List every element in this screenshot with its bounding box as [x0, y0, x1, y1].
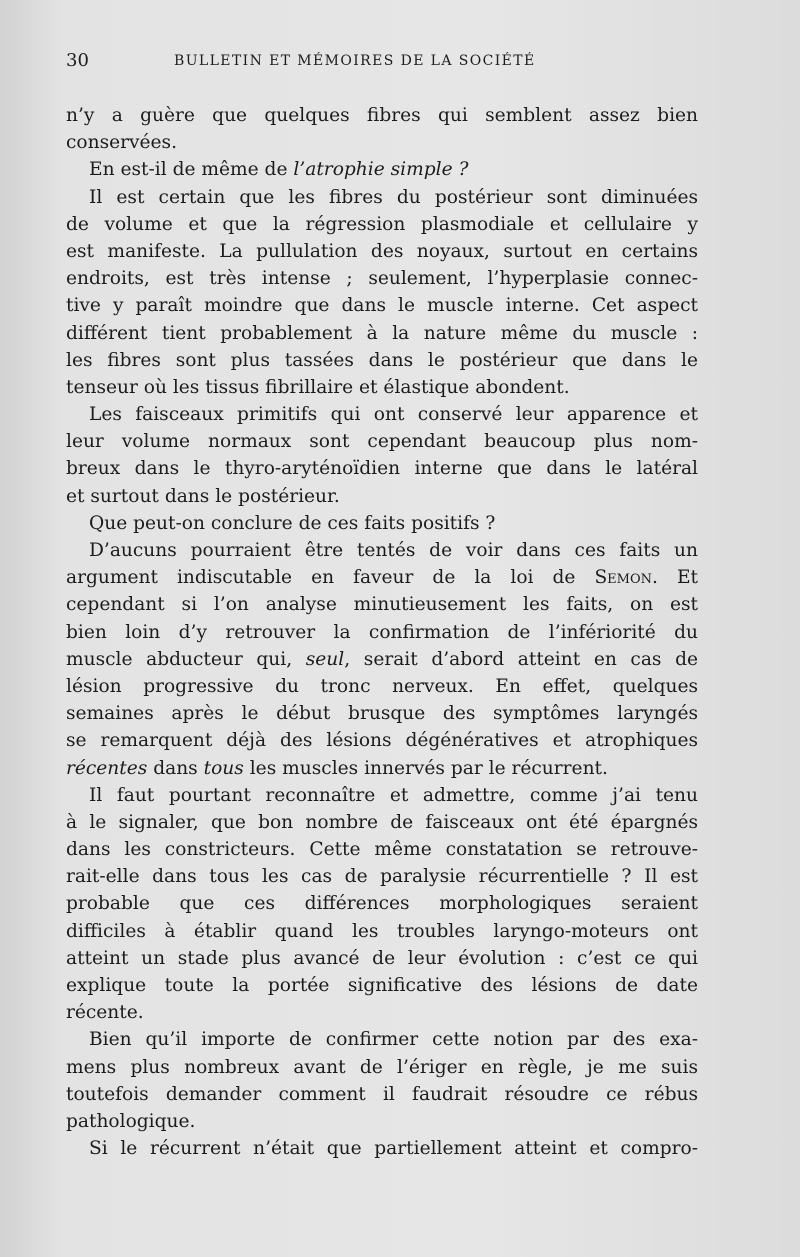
text-line: tive y paraît moindre que dans le muscle interne. Cet aspect: [66, 295, 698, 317]
text-line: Il faut pourtant reconnaître et admettre, comme j’ai tenu: [89, 784, 698, 806]
author-name: Semon: [594, 567, 653, 589]
text-span: argument indiscutable en faveur de la loi de: [66, 567, 595, 589]
text-line: tenseur où les tissus fibrillaire et élastique abondent.: [66, 376, 570, 398]
text-span: muscle abducteur qui,: [66, 648, 306, 670]
text-line: les fibres sont plus tassées dans le postérieur que dans le: [66, 349, 698, 371]
text-line: pathologique.: [66, 1110, 196, 1132]
running-title: BULLETIN ET MÉMOIRES DE LA SOCIÉTÉ: [174, 53, 536, 69]
text-line: toutefois demander comment il faudrait résoudre ce rébus: [66, 1083, 698, 1105]
text-line: D’aucuns pourraient être tentés de voir dans ces faits un: [89, 540, 698, 561]
body-text: [66, 102, 698, 1162]
text-line: [66, 646, 698, 673]
text-line: semaines après le début brusque des symptômes laryngés: [66, 703, 698, 725]
text-line: cependant si l’on analyse minutieusement les faits, on est: [66, 594, 698, 616]
text-line: Que peut-on conclure de ces faits positifs ?: [89, 512, 496, 534]
text-span: les muscles innervés par le récurrent.: [243, 757, 608, 779]
text-line: n’y a guère que quelques fibres qui semblent assez bien: [66, 105, 698, 126]
page-number: 30: [66, 50, 89, 71]
text-span: . Et: [652, 567, 698, 589]
text-line: dans les constricteurs. Cette même constatation se retrouve-: [66, 839, 698, 861]
italic-phrase: l’atrophie simple ?: [293, 159, 469, 181]
text-line: atteint un stade plus avancé de leur évolution : c’est ce qui: [66, 947, 698, 969]
text-line: conservées.: [66, 132, 177, 154]
text-line: explique toute la portée significative des lésions de date: [66, 975, 698, 996]
text-line: endroits, est très intense ; seulement, l’hyperplasie connec-: [66, 268, 698, 290]
text-span: , serait d’abord atteint en cas de: [344, 648, 698, 670]
text-line: Si le récurrent n’était que partiellement atteint et compro-: [89, 1138, 698, 1160]
text-line: leur volume normaux sont cependant beaucoup plus nom-: [66, 431, 698, 453]
text-line: [66, 755, 698, 782]
italic-word: tous: [203, 757, 244, 779]
text-line: mens plus nombreux avant de l’ériger en règle, je me suis: [66, 1056, 698, 1078]
italic-word: récentes: [66, 757, 148, 779]
text-line: probable que ces différences morphologiques seraient: [66, 893, 698, 915]
text-line: bien loin d’y retrouver la confirmation de l’infériorité du: [66, 621, 698, 643]
italic-word: seul: [305, 648, 345, 670]
text-line: se remarquent déjà des lésions dégénératives et atrophiques: [66, 730, 698, 752]
text-line: Bien qu’il importe de confirmer cette notion par des exa-: [89, 1029, 698, 1051]
text-line: [66, 564, 698, 591]
text-line: rait-elle dans tous les cas de paralysie récurrentielle ? Il est: [66, 866, 698, 888]
text-span: dans: [147, 757, 204, 779]
text-line: Les faisceaux primitifs qui ont conservé leur apparence et: [89, 404, 698, 426]
text-line: de volume et que la régression plasmodiale et cellulaire y: [66, 213, 698, 235]
text-line: et surtout dans le postérieur.: [66, 485, 340, 507]
text-line: est manifeste. La pullulation des noyaux, surtout en certains: [66, 240, 698, 262]
text-span: En est-il de même de: [89, 159, 294, 181]
text-line: Il est certain que les fibres du postérieur sont diminuées: [89, 186, 698, 208]
text-line: à le signaler, que bon nombre de faisceaux ont été épargnés: [66, 811, 698, 833]
text-line: difficiles à établir quand les troubles laryngo-moteurs ont: [66, 920, 698, 942]
text-line: différent tient probablement à la nature même du muscle :: [66, 322, 698, 344]
text-line: récente.: [66, 1002, 144, 1024]
text-line: breux dans le thyro-aryténoïdien interne que dans le latéral: [66, 458, 698, 480]
text-line: lésion progressive du tronc nerveux. En effet, quelques: [66, 675, 698, 697]
text-line: [66, 156, 698, 183]
